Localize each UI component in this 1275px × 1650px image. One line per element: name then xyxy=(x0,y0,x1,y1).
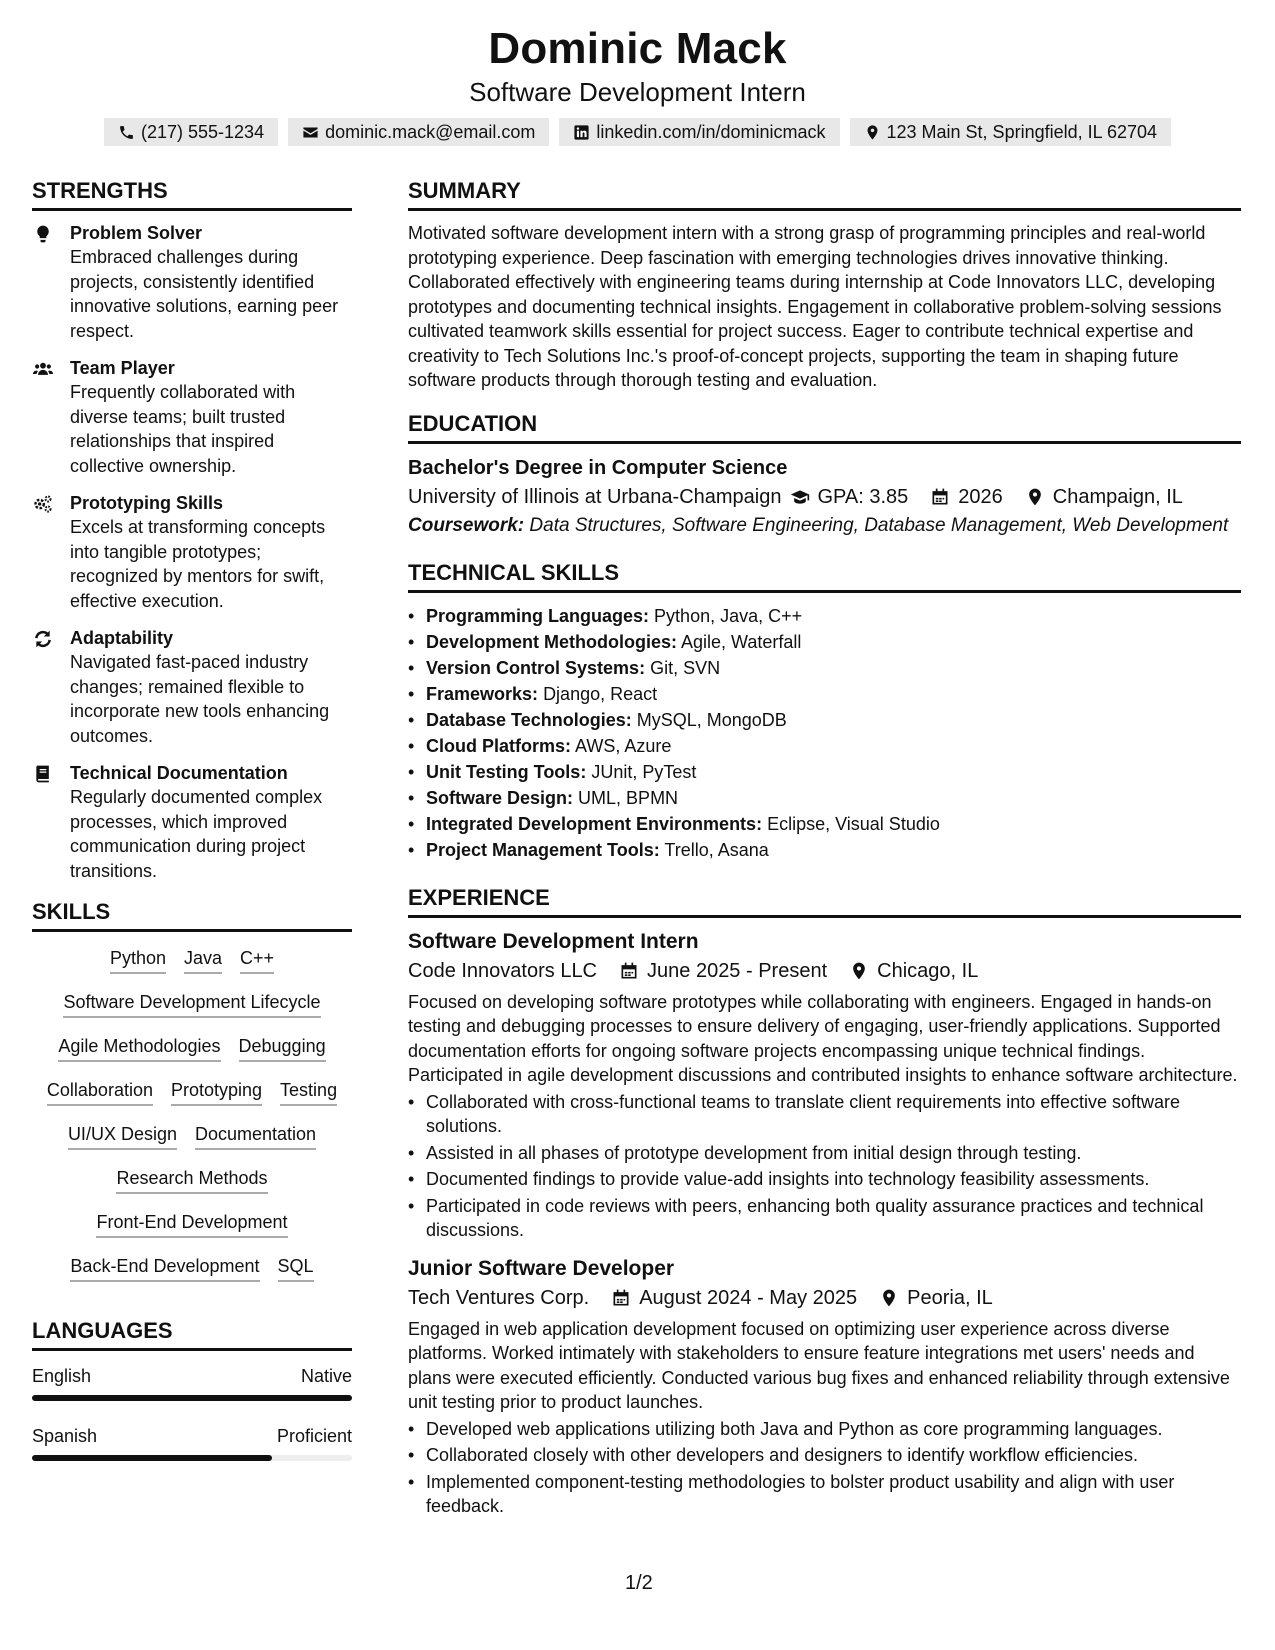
skill-tag: Agile Methodologies xyxy=(58,1034,220,1062)
sync-icon xyxy=(32,629,54,649)
job-bullet: • Assisted in all phases of prototype development from initial design through testing. xyxy=(408,1141,1241,1166)
skill-tag: UI/UX Design xyxy=(68,1122,177,1150)
edu-school: University of Illinois at Urbana-Champaign xyxy=(408,485,782,508)
strength-title: Problem Solver xyxy=(70,223,203,243)
edu-coursework xyxy=(408,514,1241,538)
tech-skill-item xyxy=(408,603,1241,629)
strength-item xyxy=(32,491,352,613)
skill-tag: Software Development Lifecycle xyxy=(63,990,320,1018)
job-bullets xyxy=(408,1417,1241,1519)
job-title: Junior Software Developer xyxy=(408,1256,675,1280)
edu-location: Champaign, IL xyxy=(1052,485,1183,508)
graduation-cap-icon xyxy=(790,487,810,507)
skill-tag: Java xyxy=(184,946,222,974)
language-name: English xyxy=(32,1366,92,1386)
tech-skill-label: Integrated Development Environments: xyxy=(426,813,763,834)
job-bullet: • Participated in code reviews with peers, enhancing both quality assurance practices and technical discussions. xyxy=(408,1194,1241,1243)
language-name: Spanish xyxy=(32,1426,98,1446)
tech-skill-item xyxy=(408,785,1241,811)
tech-skill-item xyxy=(408,629,1241,655)
coursework-label: Coursework: xyxy=(408,514,525,536)
strength-desc: Excels at transforming concepts into tangible prototypes; recognized by mentors for swift, effective execution. xyxy=(70,517,326,611)
linkedin-text: linkedin.com/in/dominicmack xyxy=(596,122,826,142)
tech-skill-label: Version Control Systems: xyxy=(426,657,646,678)
skill-tag: Front-End Development xyxy=(96,1210,287,1238)
tech-skill-label: Programming Languages: xyxy=(426,605,650,626)
gears-icon xyxy=(32,494,54,514)
tech-skill-value: Git, SVN xyxy=(650,657,721,678)
tech-skill-label: Project Management Tools: xyxy=(426,839,660,860)
strength-item xyxy=(32,761,352,883)
tech-skill-value: MySQL, MongoDB xyxy=(636,709,787,730)
job-location: Chicago, IL xyxy=(877,959,979,982)
technical-skills-list xyxy=(408,603,1241,863)
job-location: Peoria, IL xyxy=(907,1286,993,1309)
calendar-icon xyxy=(930,487,950,507)
tech-skill-value: Python, Java, C++ xyxy=(654,605,803,626)
tech-skill-item xyxy=(408,707,1241,733)
language-bar xyxy=(32,1455,352,1461)
map-marker-icon xyxy=(864,124,881,141)
edu-gpa: GPA: 3.85 xyxy=(817,485,909,508)
phone-icon xyxy=(118,124,135,141)
tech-skill-label: Cloud Platforms: xyxy=(426,735,572,756)
tech-skill-value: UML, BPMN xyxy=(578,787,679,808)
tech-skill-item xyxy=(408,655,1241,681)
contact-email[interactable] xyxy=(288,118,549,146)
language-bar xyxy=(32,1395,352,1401)
job-meta xyxy=(408,956,1241,986)
skill-tag: Testing xyxy=(280,1078,337,1106)
contact-bar xyxy=(0,118,1275,146)
tech-skill-label: Software Design: xyxy=(426,787,574,808)
education-title: EDUCATION xyxy=(408,409,1241,444)
job-company: Tech Ventures Corp. xyxy=(408,1286,590,1309)
strength-desc: Frequently collaborated with diverse teams; built trusted relationships that inspired collective ownership. xyxy=(70,382,296,476)
tech-skill-label: Unit Testing Tools: xyxy=(426,761,587,782)
phone-text: (217) 555-1234 xyxy=(140,122,265,142)
job-bullet: • Documented findings to provide value-add insights into technology feasibility assessments. xyxy=(408,1167,1241,1192)
linkedin-icon xyxy=(573,124,590,141)
users-icon xyxy=(32,359,54,379)
job-company: Code Innovators LLC xyxy=(408,959,598,982)
job-bullets xyxy=(408,1090,1241,1243)
job-entry xyxy=(408,1255,1241,1519)
language-bar-fill xyxy=(32,1395,352,1401)
tech-skill-value: Trello, Asana xyxy=(664,839,769,860)
lightbulb-icon xyxy=(32,224,54,244)
job-bullet: • Developed web applications utilizing both Java and Python as core programming languages. xyxy=(408,1417,1241,1442)
summary-title: SUMMARY xyxy=(408,176,1241,211)
strength-title: Prototyping Skills xyxy=(70,493,224,513)
tech-skill-label: Database Technologies: xyxy=(426,709,632,730)
tech-skill-value: Django, React xyxy=(543,683,658,704)
strength-item xyxy=(32,626,352,748)
skill-tag: Debugging xyxy=(239,1034,326,1062)
edu-degree: Bachelor's Degree in Computer Science xyxy=(408,456,788,479)
skill-tag: Collaboration xyxy=(47,1078,153,1106)
skill-tag: Python xyxy=(110,946,166,974)
tech-skill-value: AWS, Azure xyxy=(575,735,672,756)
language-bar-fill xyxy=(32,1455,272,1461)
tech-skill-value: Agile, Waterfall xyxy=(681,631,802,652)
experience-title: EXPERIENCE xyxy=(408,883,1241,918)
strength-item xyxy=(32,221,352,343)
job-bullet: • Implemented component-testing methodologies to bolster product usability and align with user feedback. xyxy=(408,1470,1241,1519)
skill-tag: Research Methods xyxy=(116,1166,267,1194)
strength-desc: Embraced challenges during projects, consistently identified innovative solutions, earning peer respect. xyxy=(70,247,339,341)
tech-skill-item xyxy=(408,811,1241,837)
tech-skill-label: Development Methodologies: xyxy=(426,631,678,652)
candidate-role: Software Development Intern xyxy=(469,77,806,107)
strength-title: Adaptability xyxy=(70,628,174,648)
language-level: Proficient xyxy=(276,1426,352,1446)
resume-header xyxy=(0,0,1275,146)
email-text: dominic.mack@email.com xyxy=(325,122,536,142)
coursework-text: Data Structures, Software Engineering, Database Management, Web Development xyxy=(529,514,1229,536)
skills-list xyxy=(32,942,352,1316)
skill-tag: SQL xyxy=(278,1254,314,1282)
edu-year: 2026 xyxy=(958,485,1003,508)
skill-tag: Documentation xyxy=(195,1122,316,1150)
contact-address xyxy=(850,118,1172,146)
tech-skill-value: JUnit, PyTest xyxy=(591,761,697,782)
skills-title: SKILLS xyxy=(32,897,352,932)
strength-desc: Navigated fast-paced industry changes; remained flexible to incorporate new tools enhancing outcomes. xyxy=(70,652,330,746)
languages-title: LANGUAGES xyxy=(32,1316,352,1351)
job-desc: Engaged in web application development focused on optimizing user experience across diverse platforms. Worked intimately with stakeholders to ensure feature integrations met users' needs and plans were executed efficiently. Conducted various bug fixes and enhanced reliability through extensive unit testing prior to product launches. xyxy=(408,1318,1230,1412)
tech-skill-item xyxy=(408,733,1241,759)
tech-skill-label: Frameworks: xyxy=(426,683,539,704)
skill-tag: C++ xyxy=(240,946,274,974)
map-marker-icon xyxy=(879,1288,899,1308)
job-bullet: • Collaborated with cross-functional teams to translate client requirements into effective software solutions. xyxy=(408,1090,1241,1139)
strength-item xyxy=(32,356,352,478)
map-marker-icon xyxy=(1025,487,1045,507)
strength-desc: Regularly documented complex processes, which improved communication during project transitions. xyxy=(70,787,323,881)
skill-tag: Back-End Development xyxy=(70,1254,259,1282)
left-column xyxy=(32,176,352,1531)
skill-tag: Prototyping xyxy=(171,1078,262,1106)
tech-skill-value: Eclipse, Visual Studio xyxy=(767,813,940,834)
language-item xyxy=(32,1423,352,1461)
summary-text: Motivated software development intern with a strong grasp of programming principles and real-world prototyping experience. Deep fascination with emerging technologies drives innovative thinking. Collaborated effectively with engineering teams during internship at Code Innovators LLC, developing prototypes and documenting technical insights. Engagement in collaborative problem-solving sessions cultivated teamwork skills essential for project success. Eager to contribute technical expertise and creativity to Tech Solutions Inc.'s proof-of-concept projects, supporting the team in shaping future software products through thorough testing and evaluation. xyxy=(408,223,1222,390)
map-marker-icon xyxy=(849,961,869,981)
language-item xyxy=(32,1363,352,1401)
strength-title: Technical Documentation xyxy=(70,763,288,783)
page-number: 1/2 xyxy=(625,1572,653,1594)
candidate-name: Dominic Mack xyxy=(488,24,787,73)
technical-skills-title: TECHNICAL SKILLS xyxy=(408,558,1241,593)
job-dates: August 2024 - May 2025 xyxy=(639,1286,858,1309)
job-title: Software Development Intern xyxy=(408,929,699,953)
tech-skill-item xyxy=(408,759,1241,785)
tech-skill-item xyxy=(408,681,1241,707)
contact-phone[interactable] xyxy=(104,118,278,146)
job-entry xyxy=(408,928,1241,1243)
address-text: 123 Main St, Springfield, IL 62704 xyxy=(886,122,1158,142)
job-bullet: • Collaborated closely with other developers and designers to identify workflow efficiencies. xyxy=(408,1443,1241,1468)
calendar-icon xyxy=(619,961,639,981)
right-column xyxy=(408,176,1241,1531)
envelope-icon xyxy=(302,124,319,141)
tech-skill-item xyxy=(408,837,1241,863)
language-level: Native xyxy=(300,1366,352,1386)
job-desc: Focused on developing software prototypes while collaborating with engineers. Engaged in hands-on testing and debugging processes to ensure delivery of engaging, user-friendly applications. Supported documentation efforts for ongoing software projects encompassing unique technical findings. Participated in agile development discussions and contributed insights to enhance software architecture. xyxy=(408,991,1238,1085)
calendar-icon xyxy=(611,1288,631,1308)
strengths-title: STRENGTHS xyxy=(32,176,352,211)
job-meta xyxy=(408,1283,1241,1313)
edu-meta xyxy=(408,482,1241,512)
job-dates: June 2025 - Present xyxy=(647,959,828,982)
contact-linkedin[interactable] xyxy=(559,118,839,146)
strength-title: Team Player xyxy=(70,358,175,378)
book-icon xyxy=(32,764,54,784)
